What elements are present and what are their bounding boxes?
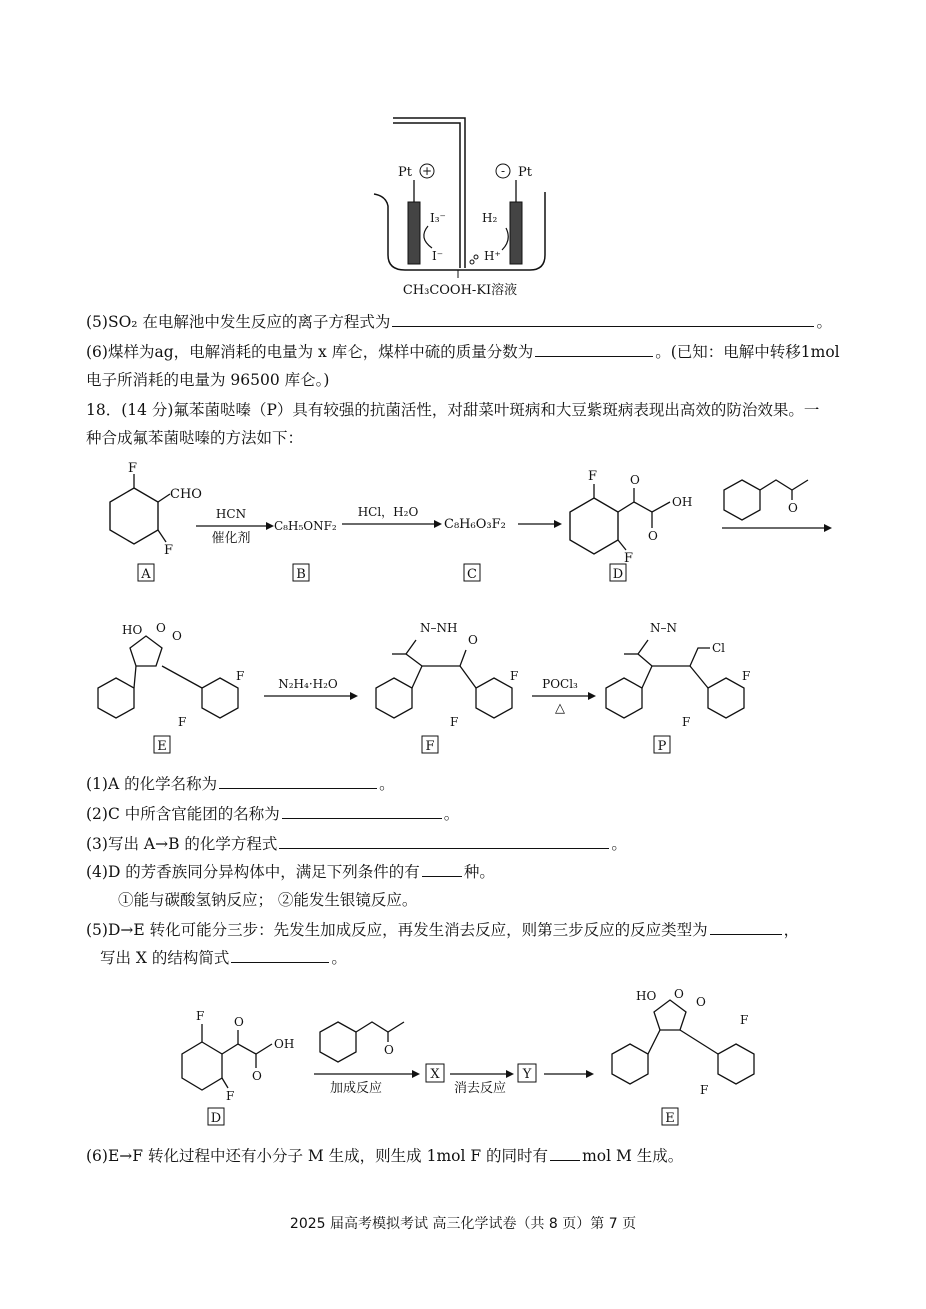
svg-text:O: O xyxy=(468,633,478,647)
svg-text:F: F xyxy=(700,1083,709,1097)
answer-blank[interactable] xyxy=(392,312,814,327)
svg-text:OH: OH xyxy=(672,495,693,509)
svg-text:O: O xyxy=(788,501,798,515)
svg-text:F: F xyxy=(425,739,435,754)
svg-text:F: F xyxy=(740,1013,749,1027)
q18-part2: (2)C 中所含官能团的名称为 。 xyxy=(86,805,460,823)
svg-text:OH: OH xyxy=(274,1037,295,1051)
svg-text:O: O xyxy=(696,995,706,1009)
svg-text:HCl，H₂O: HCl，H₂O xyxy=(357,505,419,519)
svg-text:O: O xyxy=(384,1043,394,1057)
q18-part1: (1)A 的化学名称为 。 xyxy=(86,775,395,793)
svg-text:F: F xyxy=(624,551,634,566)
svg-text:N–N: N–N xyxy=(650,621,677,635)
svg-text:+: + xyxy=(421,164,433,178)
svg-text:Pt: Pt xyxy=(398,165,412,180)
q18-part5: (5)D→E 转化可能分三步：先发生加成反应，再发生消去反应，则第三步反应的反应类型为 ， xyxy=(86,921,800,939)
electrolysis-diagram xyxy=(360,110,560,300)
svg-text:F: F xyxy=(682,715,691,729)
svg-text:C: C xyxy=(467,567,477,582)
answer-blank[interactable] xyxy=(550,1146,580,1161)
svg-text:N₂H₄·H₂O: N₂H₄·H₂O xyxy=(278,677,338,691)
svg-text:POCl₃: POCl₃ xyxy=(542,677,578,691)
answer-blank[interactable] xyxy=(282,804,442,819)
q18-intro-2: 种合成氟苯菌哒嗪的方法如下： xyxy=(86,429,304,447)
q18-intro: 18．(14 分)氟苯菌哒嗪（P）具有较强的抗菌活性，对甜菜叶斑病和大豆紫斑病表现出高效的防治效果。一 xyxy=(86,401,820,419)
answer-blank[interactable] xyxy=(231,948,329,963)
d-to-e-scheme xyxy=(160,984,780,1134)
synthesis-scheme-row2 xyxy=(86,610,846,760)
q18-part4: (4)D 的芳香族同分异构体中，满足下列条件的有 种。 xyxy=(86,863,495,881)
synthesis-scheme-row1 xyxy=(86,458,846,588)
svg-text:F: F xyxy=(226,1089,235,1103)
svg-text:F: F xyxy=(164,543,174,558)
q17-part6-note: 电子所消耗的电量为 96500 库仑。) xyxy=(86,371,330,389)
svg-text:O: O xyxy=(252,1069,262,1083)
svg-text:加成反应: 加成反应 xyxy=(329,1081,383,1096)
svg-text:D: D xyxy=(612,567,624,582)
svg-text:HCN: HCN xyxy=(215,507,247,521)
q18-part6: (6)E→F 转化过程中还有小分子 M 生成，则生成 1mol F 的同时有 mol M 生成。 xyxy=(86,1147,684,1165)
svg-text:O: O xyxy=(630,473,640,487)
svg-text:HO: HO xyxy=(122,623,143,637)
svg-text:F: F xyxy=(450,715,459,729)
svg-text:X: X xyxy=(430,1067,440,1082)
page-footer: 2025 届高考模拟考试 高三化学试卷（共 8 页）第 7 页 xyxy=(289,1216,637,1232)
svg-text:O: O xyxy=(648,529,658,543)
answer-blank[interactable] xyxy=(219,774,377,789)
svg-text:C₈H₆O₃F₂: C₈H₆O₃F₂ xyxy=(444,517,506,532)
svg-text:F: F xyxy=(742,669,751,683)
svg-text:H₂: H₂ xyxy=(482,211,498,225)
svg-text:消去反应: 消去反应 xyxy=(453,1081,507,1096)
svg-text:△: △ xyxy=(555,701,565,716)
svg-text:A: A xyxy=(141,567,151,582)
svg-text:Y: Y xyxy=(522,1067,532,1082)
q18-part5-line2: 写出 X 的结构简式 。 xyxy=(100,949,347,967)
svg-text:O: O xyxy=(674,987,684,1001)
svg-text:B: B xyxy=(296,567,306,582)
svg-text:D: D xyxy=(210,1111,222,1126)
answer-blank[interactable] xyxy=(710,920,782,935)
svg-text:F: F xyxy=(178,715,187,729)
svg-text:N–NH: N–NH xyxy=(420,621,458,635)
svg-text:F: F xyxy=(196,1009,205,1023)
svg-text:CHO: CHO xyxy=(170,487,202,502)
svg-text:Cl: Cl xyxy=(712,641,726,655)
svg-text:F: F xyxy=(510,669,519,683)
answer-blank[interactable] xyxy=(422,862,462,877)
svg-text:E: E xyxy=(665,1111,675,1126)
svg-text:F: F xyxy=(128,461,138,476)
q18-part3: (3)写出 A→B 的化学方程式 。 xyxy=(86,835,627,853)
svg-text:H⁺: H⁺ xyxy=(484,249,501,263)
svg-text:O: O xyxy=(156,621,166,635)
svg-text:I⁻: I⁻ xyxy=(432,249,444,263)
svg-text:P: P xyxy=(657,739,667,754)
svg-text:F: F xyxy=(236,669,245,683)
svg-text:CH₃COOH-KI溶液: CH₃COOH-KI溶液 xyxy=(402,283,518,298)
svg-text:催化剂: 催化剂 xyxy=(211,531,251,546)
answer-blank[interactable] xyxy=(279,834,609,849)
svg-text:F: F xyxy=(588,469,598,484)
q17-part5: (5)SO₂ 在电解池中发生反应的离子方程式为 。 xyxy=(86,313,832,331)
svg-text:O: O xyxy=(234,1015,244,1029)
svg-text:Pt: Pt xyxy=(518,165,532,180)
svg-text:C₈H₅ONF₂: C₈H₅ONF₂ xyxy=(274,519,337,533)
svg-text:E: E xyxy=(157,739,167,754)
svg-text:-: - xyxy=(500,164,506,178)
svg-text:O: O xyxy=(172,629,182,643)
q17-part6: (6)煤样为ag，电解消耗的电量为 x 库仑，煤样中硫的质量分数为 。(已知：电解中转移1mol xyxy=(86,343,840,361)
svg-text:HO: HO xyxy=(636,989,657,1003)
svg-text:I₃⁻: I₃⁻ xyxy=(430,211,446,225)
q18-part4-conditions: ①能与碳酸氢钠反应； ②能发生银镜反应。 xyxy=(118,891,418,909)
answer-blank[interactable] xyxy=(535,342,653,357)
